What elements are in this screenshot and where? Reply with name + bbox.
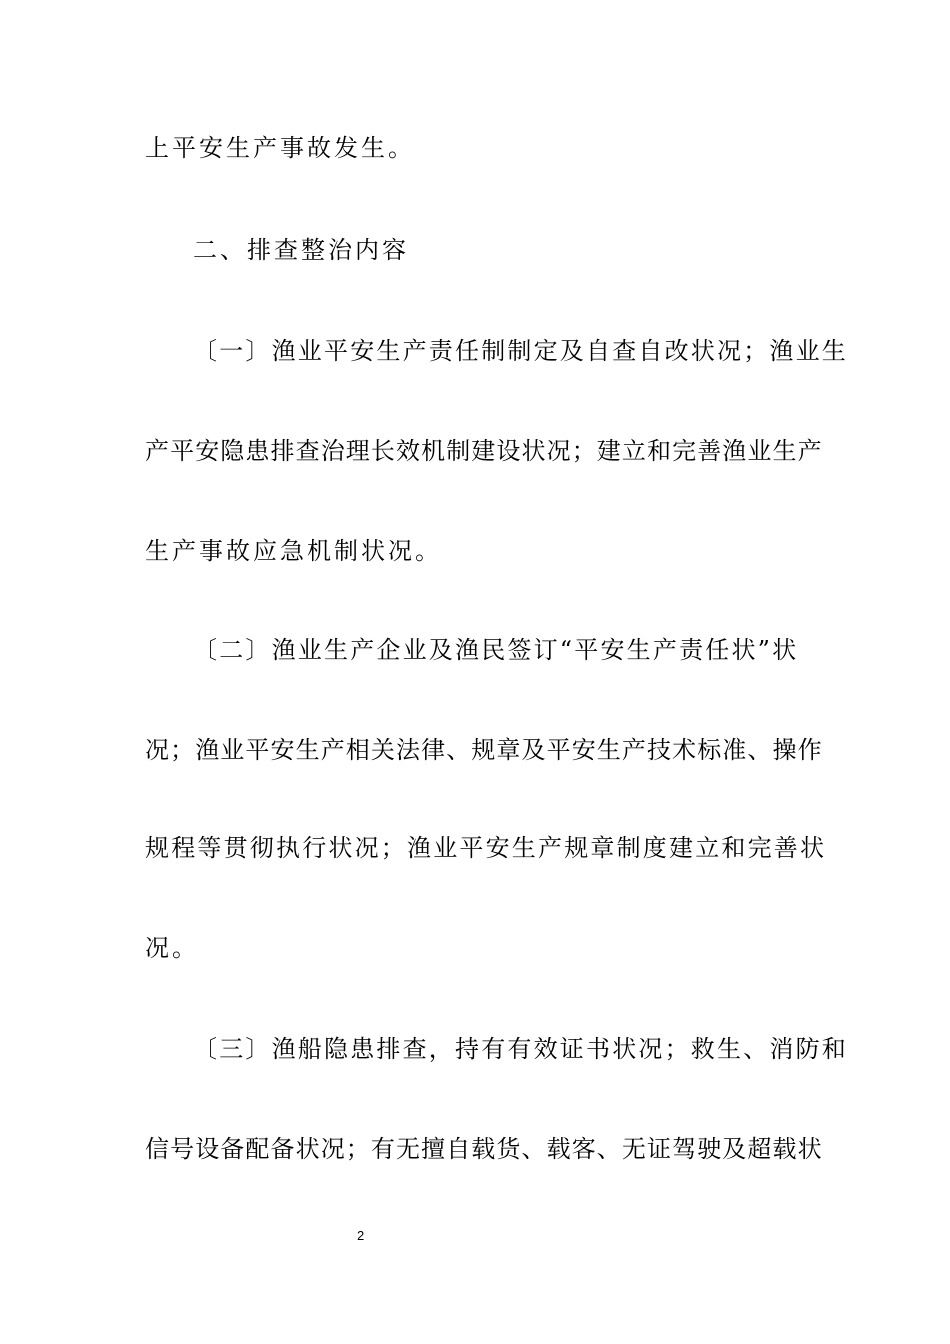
text-line-8: 规程等贯彻执行状况；渔业平安生产规章制度建立和完善状 xyxy=(145,834,827,862)
text-line-9: 况。 xyxy=(145,934,199,962)
text-line-5: 生产事故应急机制状况。 xyxy=(145,537,442,565)
section-heading: 二、排查整治内容 xyxy=(193,236,409,264)
text-line-4: 产平安隐患排查治理长效机制建设状况；建立和完善渔业生产 xyxy=(145,437,823,465)
text-line-10: 〔三〕渔船隐患排查，持有有效证书状况；救生、消防和 xyxy=(193,1035,848,1063)
text-line-7: 况；渔业平安生产相关法律、规章及平安生产技术标准、操作 xyxy=(145,736,823,764)
text-line-1: 上平安生产事故发生。 xyxy=(145,134,415,162)
page-number: 2 xyxy=(357,1228,365,1243)
text-line-11: 信号设备配备状况；有无擅自载货、载客、无证驾驶及超载状 xyxy=(145,1135,823,1163)
text-line-6: 〔二〕渔业生产企业及渔民签订“平安生产责任状”状 xyxy=(193,636,799,664)
text-line-3: 〔一〕渔业平安生产责任制制定及自查自改状况；渔业生 xyxy=(193,337,848,365)
